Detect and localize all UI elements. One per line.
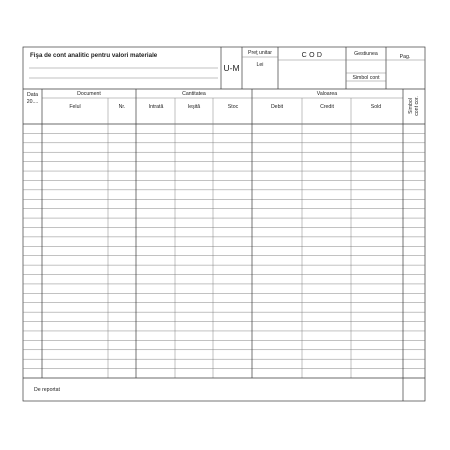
stock-header: Stoc xyxy=(227,104,239,110)
date-header: Data xyxy=(27,92,38,98)
document-number-header: Nr. xyxy=(118,104,126,110)
debit-header: Debit xyxy=(270,104,284,110)
column-dividers xyxy=(42,89,403,401)
form-border xyxy=(23,47,425,401)
document-header: Document xyxy=(77,91,101,97)
quantity-out-header: Ieşită xyxy=(187,104,201,110)
unit-price-label: Preţ unitar xyxy=(248,50,272,56)
column-header xyxy=(23,91,425,124)
year-header: 20.... xyxy=(26,99,39,105)
currency-label: Lei xyxy=(256,62,264,68)
unit-of-measure-label: U-M xyxy=(223,63,240,73)
page-label: Pag. xyxy=(399,54,411,60)
corresponding-account-header-line2: cont cor. xyxy=(414,96,420,116)
gestiunea-label: Gestiunea xyxy=(354,51,378,57)
value-header: Valoarea xyxy=(316,91,338,97)
account-symbol-label: Simbol cont xyxy=(352,75,380,81)
table-body xyxy=(23,133,425,368)
cod-label: COD xyxy=(301,52,325,59)
quantity-header: Cantitatea xyxy=(182,91,206,97)
quantity-in-header: Intrată xyxy=(148,104,164,110)
carry-forward-label: De reportat xyxy=(34,387,60,393)
document-type-header: Felul xyxy=(69,104,81,110)
balance-header: Sold xyxy=(370,104,382,110)
corresponding-account-header-line1: Simbol xyxy=(408,98,414,114)
credit-header: Credit xyxy=(320,104,334,110)
form-title: Fişa de cont analitic pentru valori materiale xyxy=(30,52,158,59)
carry-forward-row xyxy=(23,378,425,393)
form-header xyxy=(23,47,425,89)
